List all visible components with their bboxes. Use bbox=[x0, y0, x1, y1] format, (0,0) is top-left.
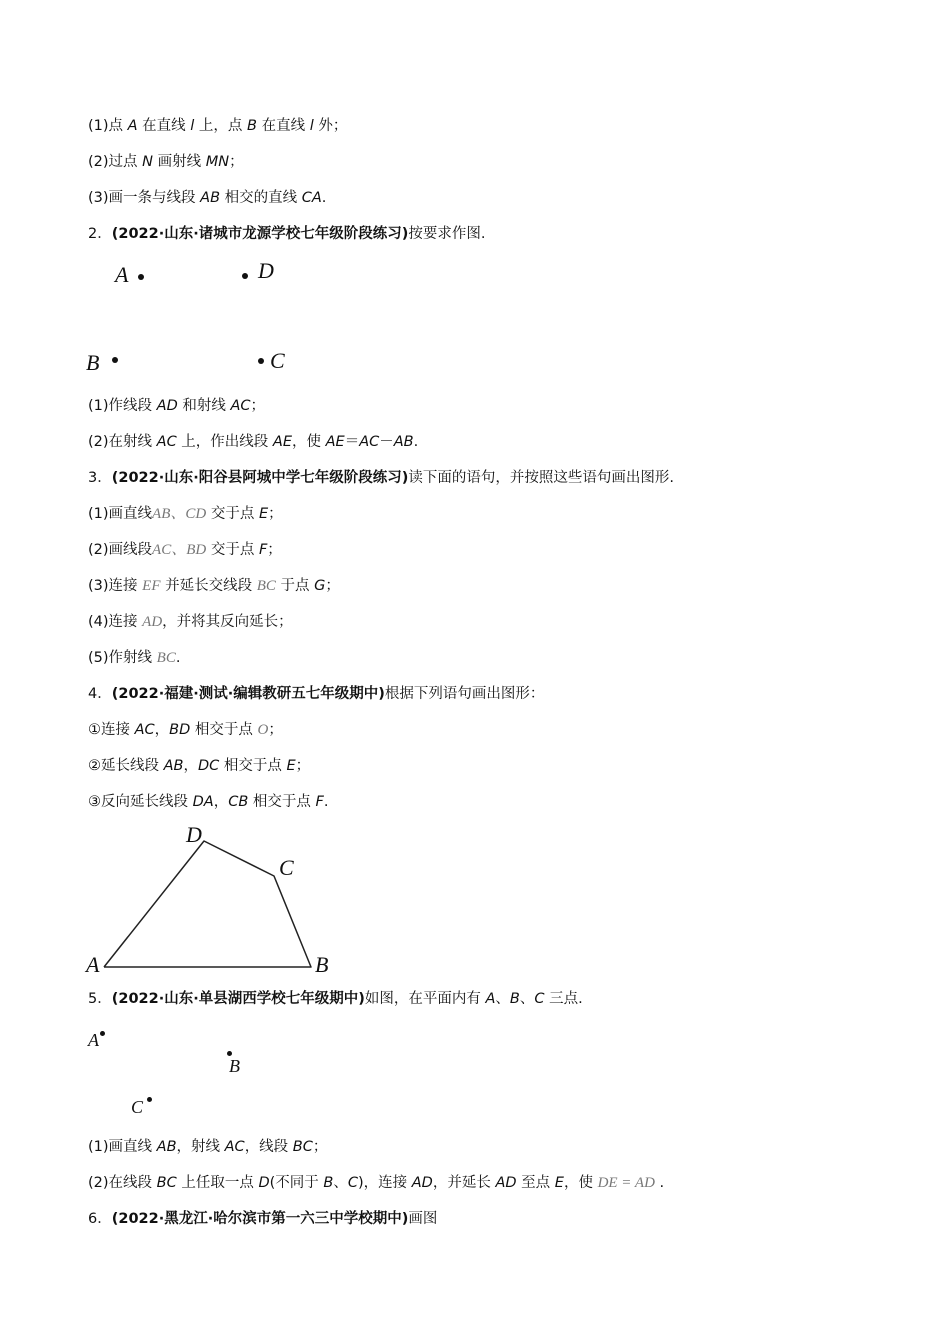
q3-item-2: (2)画线段AC、BD 交于点 F； bbox=[88, 542, 282, 558]
q2-item-2: (2)在射线 AC 上，作出线段 AE，使 AE＝AC－AB. bbox=[88, 434, 419, 450]
q1-item-3: (3)画一条与线段 AB 相交的直线 CA. bbox=[88, 190, 327, 206]
q4-item-3: ③反向延长线段 DA，CB 相交于点 F. bbox=[88, 794, 329, 810]
q4-item-2: ②延长线段 AB，DC 相交于点 E； bbox=[88, 758, 311, 774]
q3-item-1: (1)画直线AB、CD 交于点 E； bbox=[88, 506, 283, 522]
q5-point-c-dot bbox=[147, 1097, 152, 1102]
q2-point-c-label: C bbox=[270, 348, 285, 373]
q4-label-b: B bbox=[315, 952, 329, 977]
q5-point-a-dot bbox=[100, 1031, 105, 1036]
q4-heading: 4．(2022·福建·测试·编辑教研五七年级期中)根据下列语句画出图形： bbox=[88, 686, 545, 702]
q5-point-b-label: B bbox=[229, 1056, 240, 1076]
q3-item-4: (4)连接 AD，并将其反向延长； bbox=[88, 614, 293, 630]
q2-item-1: (1)作线段 AD 和射线 AC； bbox=[88, 398, 266, 414]
q2-heading: 2．(2022·山东·诸城市龙源学校七年级阶段练习)按要求作图. bbox=[88, 226, 486, 242]
q1-item-1: (1)点 A 在直线 l 上，点 B 在直线 l 外； bbox=[88, 118, 348, 134]
q3-item-5: (5)作射线 BC. bbox=[88, 650, 181, 666]
q1-item-2: (2)过点 N 画射线 MN； bbox=[88, 154, 244, 170]
q4-item-1: ①连接 AC，BD 相交于点 O； bbox=[88, 722, 283, 738]
q2-point-a-label: A bbox=[115, 262, 129, 287]
q5-item-2: (2)在线段 BC 上任取一点 D(不同于 B、C)，连接 AD，并延长 AD 至点 E，使 DE = AD . bbox=[88, 1175, 665, 1191]
q4-label-c: C bbox=[279, 855, 294, 880]
q5-point-c-label: C bbox=[131, 1097, 144, 1117]
q2-point-b-label: B bbox=[86, 350, 100, 375]
q3-item-3: (3)连接 EF 并延长交线段 BC 于点 G； bbox=[88, 578, 340, 594]
q5-point-a-label: A bbox=[88, 1030, 99, 1050]
q5-item-1: (1)画直线 AB，射线 AC，线段 BC； bbox=[88, 1139, 328, 1155]
q4-label-a: A bbox=[86, 952, 100, 977]
q5-heading: 5．(2022·山东·单县湖西学校七年级期中)如图，在平面内有 A、B、C 三点. bbox=[88, 991, 583, 1007]
q4-label-d: D bbox=[186, 822, 202, 847]
q2-point-d-label: D bbox=[258, 258, 274, 283]
q3-heading: 3．(2022·山东·阳谷县阿城中学七年级阶段练习)读下面的语句，并按照这些语句画出图形. bbox=[88, 470, 674, 486]
q6-heading: 6．(2022·黑龙江·哈尔滨市第一六三中学校期中)画图 bbox=[88, 1211, 438, 1227]
